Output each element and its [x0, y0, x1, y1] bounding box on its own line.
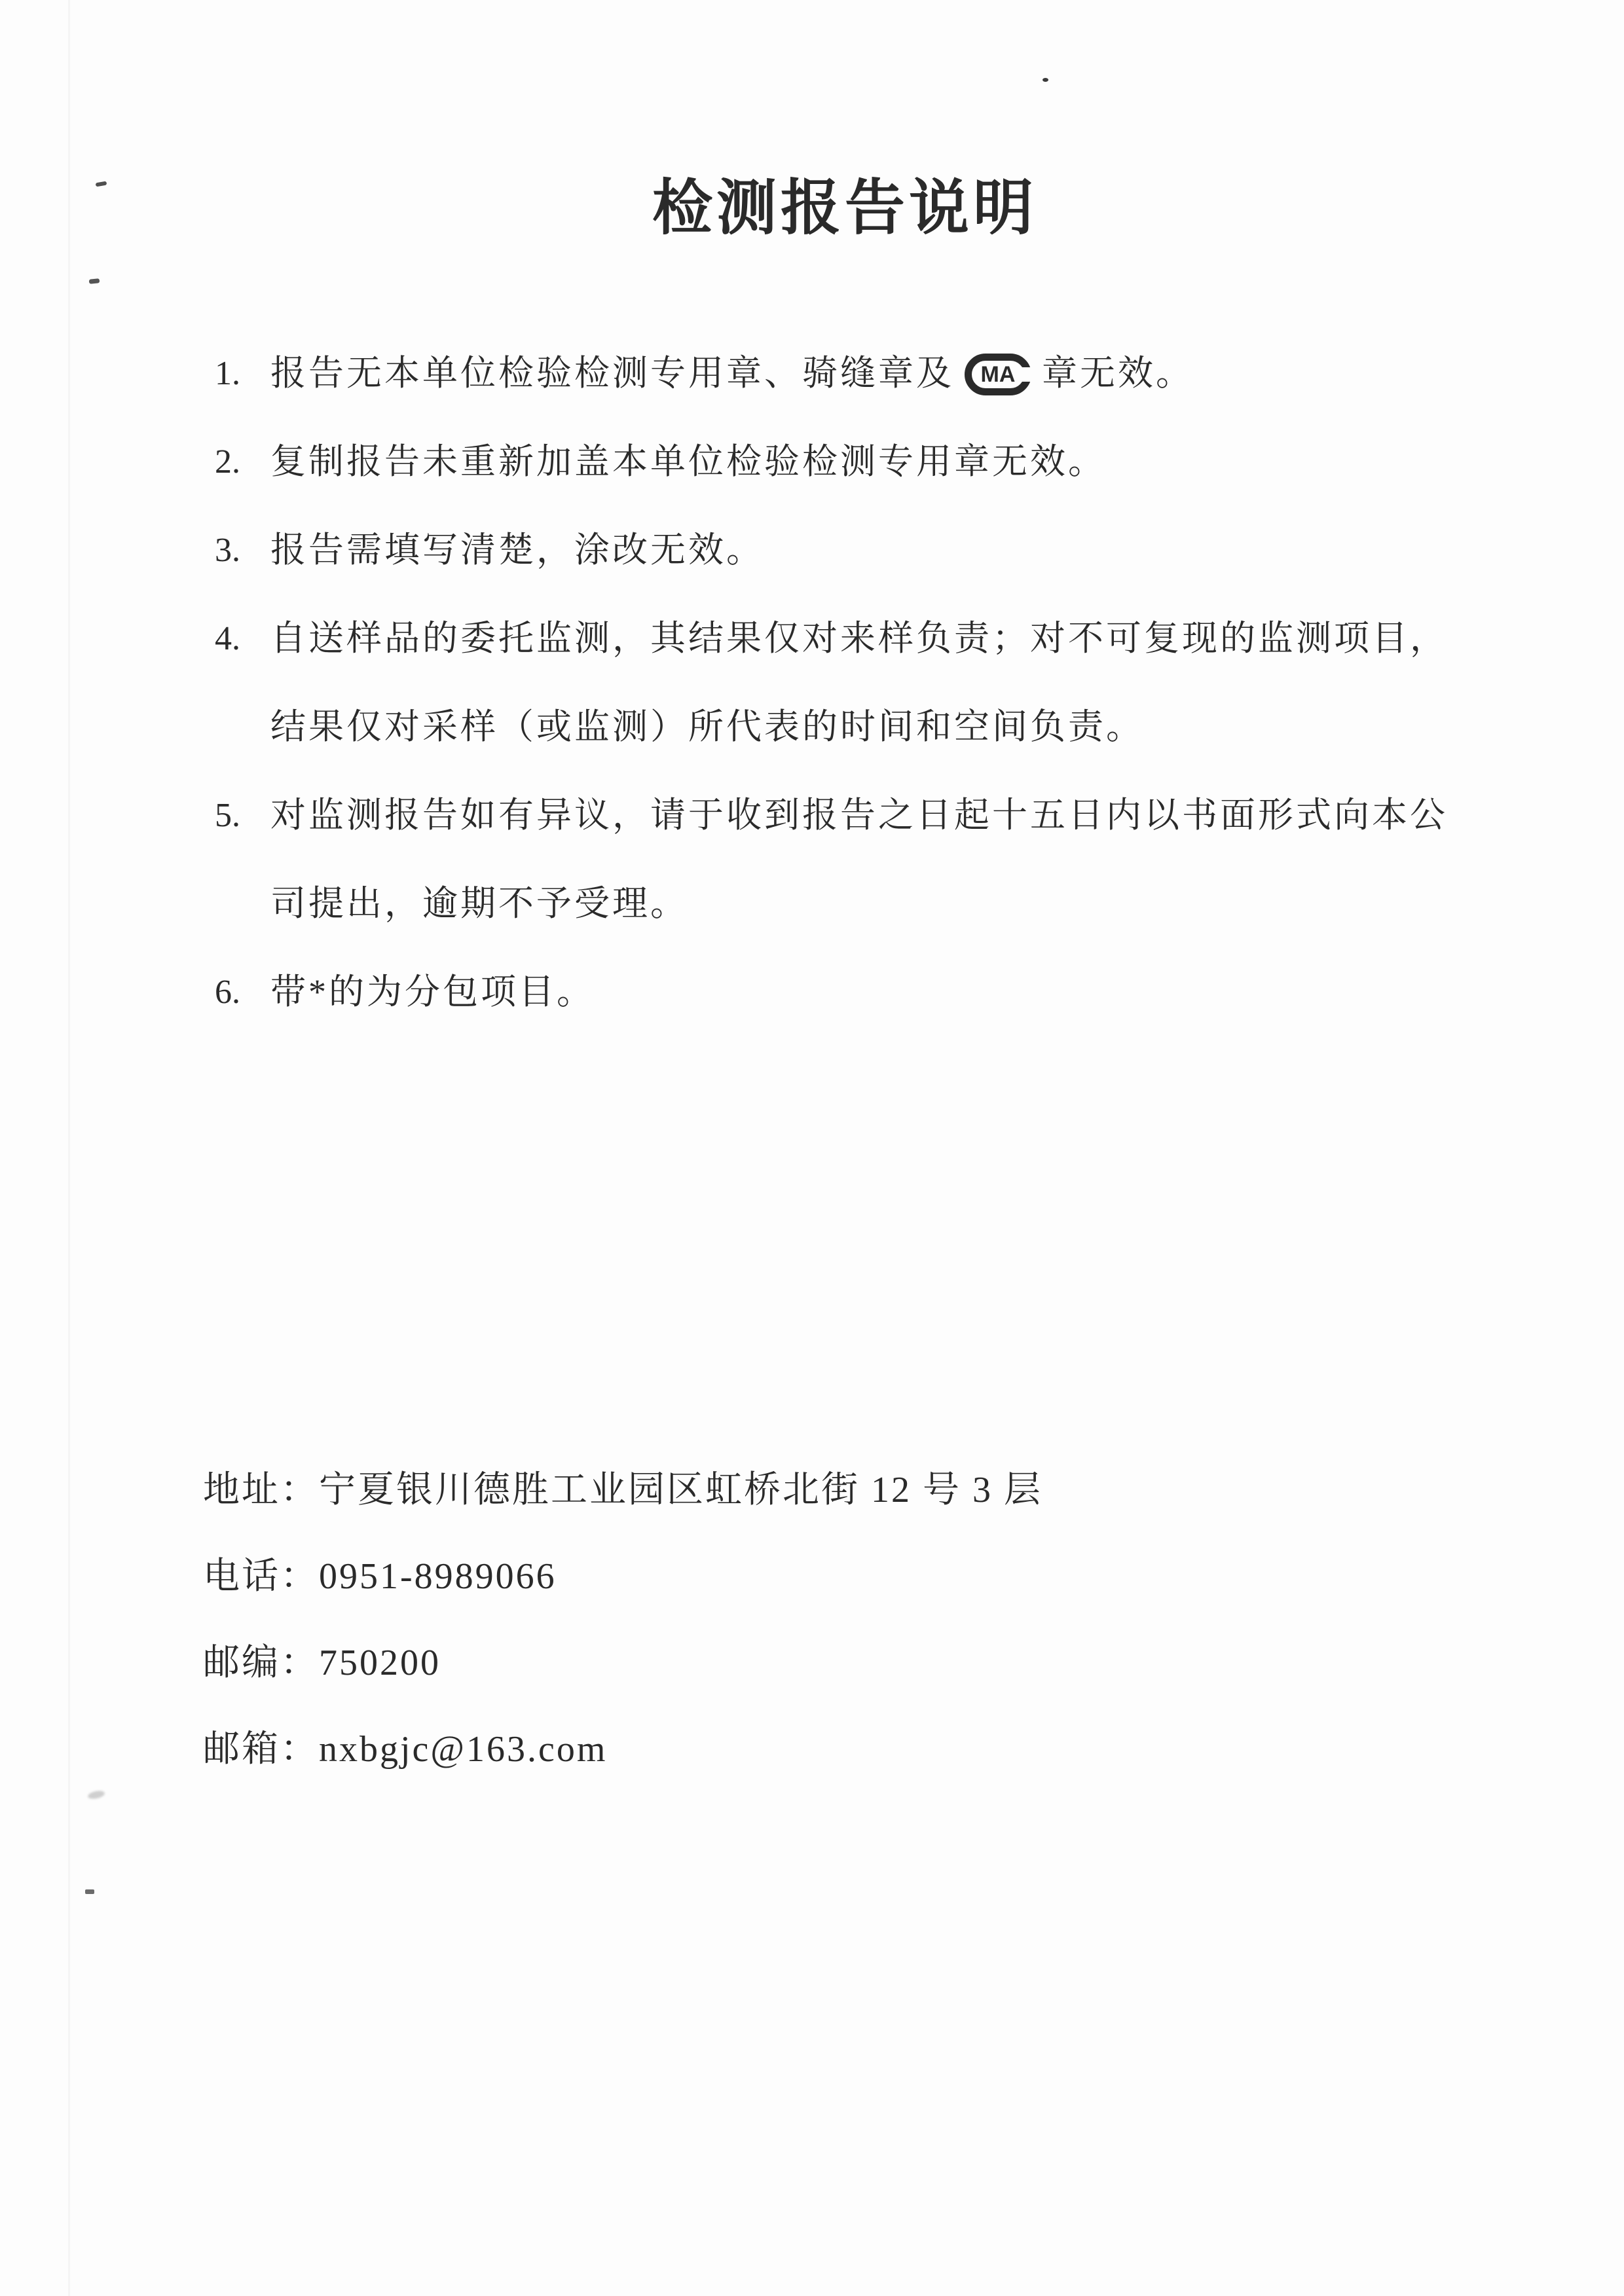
note-text: 结果仅对采样（或监测）所代表的时间和空间负责。	[270, 707, 1144, 746]
notes-list	[215, 329, 1545, 1036]
note-text: 章无效。	[1042, 354, 1194, 393]
note-number: 5.	[215, 797, 240, 834]
contact-phone	[203, 1533, 1043, 1620]
contact-label: 地址：	[203, 1470, 319, 1510]
note-text: 司提出，逾期不予受理。	[270, 884, 688, 923]
contact-value: 750200	[319, 1643, 441, 1683]
page-title: 检测报告说明	[652, 175, 1037, 242]
note-number: 3.	[215, 532, 240, 569]
note-text: 带*的为分包项目。	[270, 972, 595, 1011]
note-item-5	[215, 771, 1545, 948]
note-item-2	[215, 418, 1545, 506]
cma-seal-icon	[965, 354, 1031, 395]
note-item-3	[215, 506, 1545, 594]
scan-artifact-dash	[85, 1889, 94, 1894]
note-text: 报告需填写清楚，涂改无效。	[270, 530, 764, 570]
contact-label: 邮箱：	[203, 1729, 319, 1770]
scan-artifact-edge-band	[68, 0, 70, 2296]
contact-postcode	[203, 1620, 1043, 1706]
note-number: 6.	[215, 974, 240, 1011]
scan-artifact-smudge	[87, 1789, 105, 1800]
cma-seal-label: MA	[980, 361, 1016, 387]
note-text: 报告无本单位检验检测专用章、骑缝章及	[270, 354, 954, 393]
note-number: 2.	[215, 443, 240, 481]
note-item-1	[215, 329, 1545, 418]
note-item-6	[215, 948, 1545, 1036]
note-number: 1.	[215, 355, 240, 392]
contact-label: 电话：	[203, 1556, 319, 1597]
contact-value: 0951-8989066	[319, 1556, 557, 1597]
contact-value: nxbgjc@163.com	[319, 1729, 608, 1770]
note-number: 4.	[215, 620, 240, 657]
contact-value: 宁夏银川德胜工业园区虹桥北街 12 号 3 层	[319, 1470, 1043, 1510]
contact-email	[203, 1706, 1043, 1793]
note-text: 自送样品的委托监测，其结果仅对来样负责；对不可复现的监测项目，	[270, 619, 1448, 658]
scan-artifact-dash	[89, 278, 100, 284]
note-text: 复制报告未重新加盖本单位检验检测专用章无效。	[270, 442, 1106, 481]
contact-block	[203, 1447, 1043, 1793]
contact-label: 邮编：	[203, 1643, 319, 1683]
contact-address	[203, 1447, 1043, 1533]
scan-artifact-dot	[1043, 78, 1048, 82]
note-item-4	[215, 594, 1545, 771]
note-text: 对监测报告如有异议，请于收到报告之日起十五日内以书面形式向本公	[270, 795, 1448, 835]
